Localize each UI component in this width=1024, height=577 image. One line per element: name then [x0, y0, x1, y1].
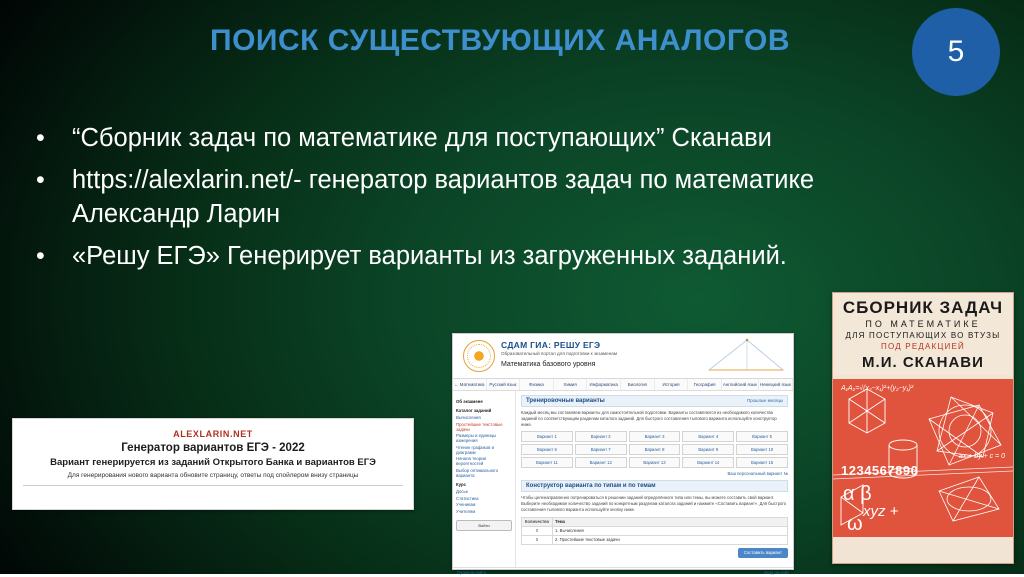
variant-link[interactable]: Вариант 3: [629, 431, 681, 442]
sidebar-item-tekstovye[interactable]: Простейшие текстовые задачи: [456, 421, 503, 432]
book-formula-right: ax + by + c = 0: [958, 452, 1005, 460]
variant-link[interactable]: Вариант 6: [521, 444, 573, 455]
constructor-table: [521, 517, 788, 545]
book-formula-top: A₁A₂=√(x₂−x₁)²+(y₂−y₁)²: [841, 384, 914, 392]
slide-number-badge: 5: [912, 8, 1000, 96]
constructor-heading-text: Конструктор варианта по типам и по темам: [526, 483, 656, 490]
book-author: М.И. СКАНАВИ: [862, 353, 984, 371]
subject-nav[interactable]: [453, 379, 793, 391]
topic-label: 1. Вычисления: [553, 526, 788, 535]
nav-item[interactable]: Биология: [621, 379, 655, 390]
book-edited-by: ПОД РЕДАКЦИЕЙ: [881, 341, 965, 351]
book-audience: ДЛЯ ПОСТУПАЮЩИХ ВО ВТУЗЫ: [845, 330, 1001, 340]
variant-link[interactable]: Вариант 7: [575, 444, 627, 455]
nav-item[interactable]: Информатика: [587, 379, 621, 390]
list-item-text: https://alexlarin.net/- генератор вариантов задач по математике Александр Ларин: [72, 165, 815, 228]
qty-stepper[interactable]: 0: [522, 535, 553, 544]
table-header-row: [522, 517, 788, 526]
book-title: СБОРНИК ЗАДАЧ: [842, 298, 1004, 317]
sidebar-item-grafiki[interactable]: Чтение графиков и диаграмм: [456, 444, 495, 455]
variant-link[interactable]: Вариант 2: [575, 431, 627, 442]
qty-stepper[interactable]: 0: [522, 526, 553, 535]
book-digits: 1234567890: [841, 462, 919, 478]
book-subject: ПО МАТЕМАТИКЕ: [865, 318, 981, 329]
list-item-text: “Сборник задач по математике для поступающих” Сканави: [72, 124, 772, 152]
site-subtitle: Образовательный портал для подготовки к экзаменам: [501, 351, 617, 356]
footer-login-link[interactable]: вход на сайт: [764, 570, 789, 575]
sidebar-item-dosie[interactable]: Досье: [456, 488, 469, 494]
nav-item[interactable]: Немецкий язык: [759, 379, 793, 390]
sidebar-item-uchenikam[interactable]: Ученикам: [456, 502, 476, 508]
site-section: Математика базового уровня: [501, 361, 596, 368]
sidebar-group-label: Об экзамене: [456, 399, 483, 404]
nav-item[interactable]: Английский язык: [722, 379, 759, 390]
larin-site-name: ALEXLARIN.NET: [173, 429, 253, 439]
variant-link[interactable]: Вариант 12: [575, 457, 627, 468]
nav-item[interactable]: Физика: [520, 379, 554, 390]
nav-item[interactable]: География: [688, 379, 722, 390]
topic-label: 2. Простейшие текстовые задачи: [553, 535, 788, 544]
screenshot-alexlarin: [12, 418, 414, 510]
variant-link[interactable]: Вариант 5: [736, 431, 788, 442]
constructor-heading: [521, 480, 788, 492]
site-title: СДАМ ГИА: РЕШУ ЕГЭ: [501, 340, 601, 350]
book-greek-letters: α β: [843, 482, 872, 505]
sidebar-item-statistika[interactable]: Статистика: [456, 495, 479, 501]
nav-item[interactable]: Химия: [554, 379, 588, 390]
book-cover-text: [833, 293, 1013, 375]
variant-link[interactable]: Вариант 11: [521, 457, 573, 468]
constructor-actions: [521, 548, 788, 558]
table-header-topic: Тема: [553, 517, 788, 526]
sidebar-item-vychisleniya[interactable]: Вычисления: [456, 415, 481, 420]
nav-item[interactable]: История: [655, 379, 689, 390]
variant-link[interactable]: Вариант 14: [682, 457, 734, 468]
past-months-link[interactable]: Прошлые месяцы: [747, 398, 783, 403]
nav-item[interactable]: ← Математика: [453, 379, 487, 390]
sidebar-item-razmery[interactable]: Размеры и единицы измерения: [456, 433, 497, 444]
variant-link[interactable]: Вариант 9: [682, 444, 734, 455]
personal-variant-link[interactable]: Ваш персональный вариант №: [727, 471, 788, 477]
table-header-qty: Количество: [522, 517, 553, 526]
footer-rules-link[interactable]: Правила сайта: [457, 570, 487, 575]
table-row: [522, 535, 788, 544]
variant-link[interactable]: Вариант 10: [736, 444, 788, 455]
list-item: [22, 122, 832, 156]
sidebar: [453, 391, 516, 567]
book-cover-art: [833, 379, 1013, 537]
bullet-list: [22, 122, 832, 282]
book-omega: ω: [847, 512, 863, 535]
sidebar-group-label: Каталог заданий: [456, 408, 492, 413]
variant-link[interactable]: Вариант 15: [736, 457, 788, 468]
decorative-triangle-icon: [707, 338, 785, 372]
site-header: [453, 334, 793, 379]
bullet-marker-icon: •: [36, 124, 45, 152]
site-body: [453, 391, 793, 567]
sidebar-group-label: Курс: [456, 481, 466, 487]
book-variables: xyz +: [863, 502, 899, 520]
divider: [23, 485, 403, 486]
larin-note: Для генерирования нового варианта обновите страницу, ответы под спойлером внизу страницы: [67, 472, 359, 479]
book-cover-skanavi: [832, 292, 1014, 564]
trainers-heading-text: Тренировочные варианты: [526, 398, 605, 404]
nav-item[interactable]: Русский язык: [487, 379, 521, 390]
larin-subheading: Вариант генерируется из заданий Открытого Банка и вариантов ЕГЭ: [50, 457, 376, 468]
sidebar-item-vybor[interactable]: Выбор оптимального варианта: [456, 467, 499, 478]
variant-link[interactable]: Вариант 1: [521, 431, 573, 442]
variant-link[interactable]: Вариант 4: [682, 431, 734, 442]
larin-heading: Генератор вариантов ЕГЭ - 2022: [121, 442, 305, 454]
main-content: [516, 391, 793, 567]
sun-logo-icon: [463, 340, 495, 372]
trainers-heading: [521, 395, 788, 407]
variant-link[interactable]: Вариант 8: [629, 444, 681, 455]
list-item: [22, 164, 832, 232]
sidebar-item-veroyatnosti[interactable]: Начала теории вероятностей: [456, 456, 487, 467]
bullet-marker-icon: •: [36, 165, 45, 194]
list-item: [22, 240, 832, 274]
variant-grid: [521, 431, 788, 468]
login-button[interactable]: Войти: [456, 520, 512, 531]
trainers-paragraph: Каждый месяц мы составляем варианты для самостоятельной подготовки. Варианты составляются из необходимого количества заданий по соответствующим разделам каталога заданий. Для быстрого составления тылового варианта используйте конструктор ниже.: [521, 410, 777, 428]
sidebar-item-uchitelyam[interactable]: Учителям: [456, 508, 476, 514]
screenshot-sdamgia: [452, 333, 794, 575]
site-footer: [453, 567, 793, 577]
page-title: ПОИСК СУЩЕСТВУЮЩИХ АНАЛОГОВ: [210, 24, 790, 57]
constructor-paragraph: Чтобы целенаправленно потренироваться в решении заданий определённого типа или темы, вы можете составить свой вариант. Выберите необходимое количество заданий по конкретным разделам каталога заданий и нажмите «Составить вариант». Для быстрого составления тылового варианта используйте кнопку ниже.: [521, 495, 787, 513]
make-variant-button[interactable]: Составить вариант: [738, 548, 788, 558]
variant-link[interactable]: Вариант 13: [629, 457, 681, 468]
bullet-marker-icon: •: [36, 241, 45, 270]
table-row: [522, 526, 788, 535]
list-item-text: «Решу ЕГЭ» Генерирует варианты из загруженных заданий.: [72, 241, 787, 270]
